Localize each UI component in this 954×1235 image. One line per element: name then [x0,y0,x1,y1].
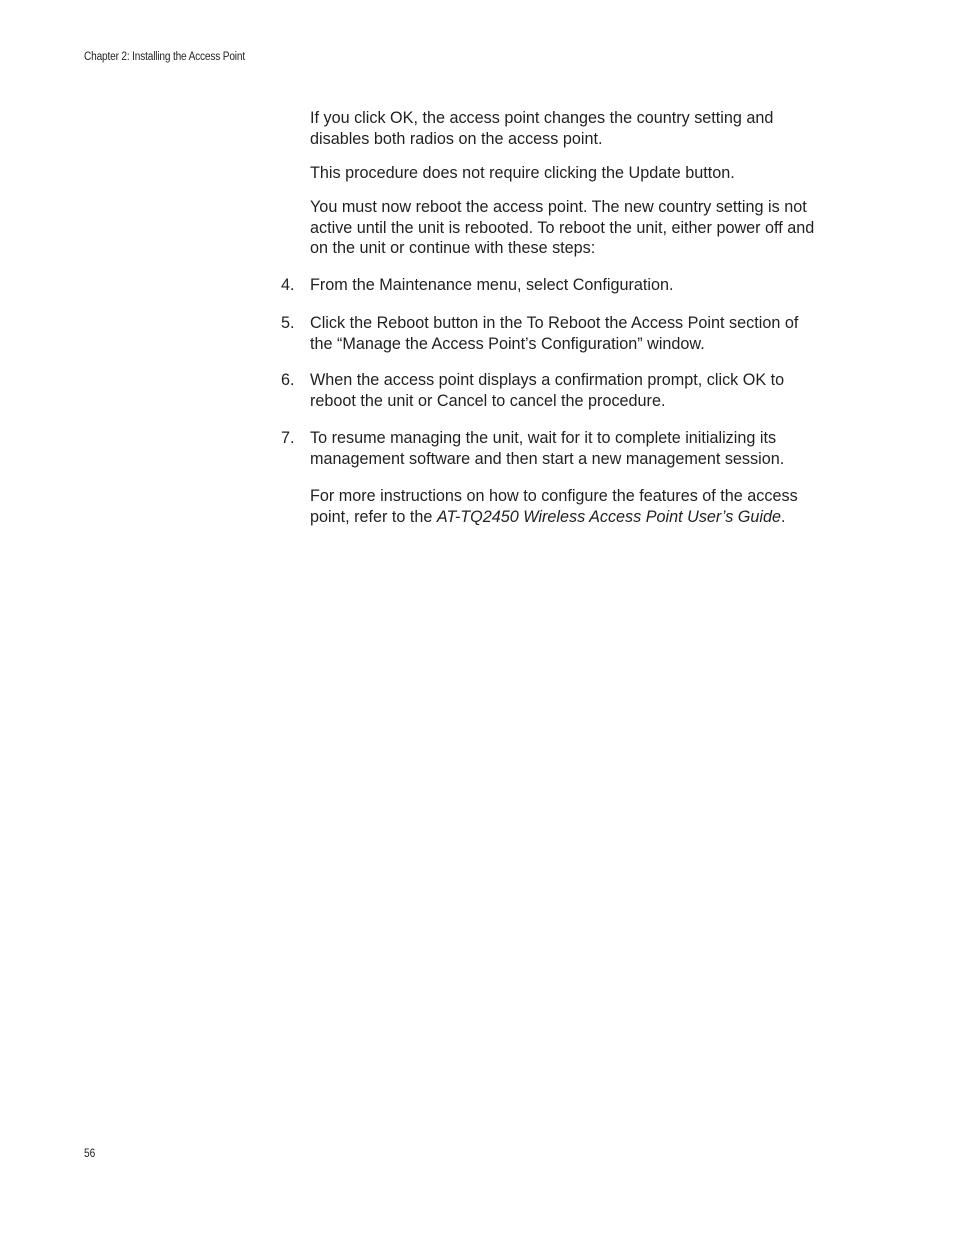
step-6 [281,370,844,411]
paragraph-line: This procedure does not require clicking the Update button. [310,164,735,182]
step-4 [281,275,844,296]
step-text: Click the Reboot button in the To Reboot the Access Point section of [310,314,799,332]
step-number: 7. [281,429,295,447]
paragraph-line: For more instructions on how to configure the features of the access [310,487,798,505]
page-number: 56 [84,1148,96,1160]
paragraph-user-guide-reference [310,486,844,527]
step-text: the “Manage the Access Point’s Configuration” window. [310,334,705,353]
paragraph-reboot-instructions [310,197,844,259]
step-text: From the Maintenance menu, select Configuration. [310,276,674,294]
running-header: Chapter 2: Installing the Access Point [84,51,245,63]
step-number: 5. [281,314,295,332]
step-text: When the access point displays a confirmation prompt, click OK to [310,371,785,389]
paragraph-line: on the unit or continue with these steps: [310,239,596,257]
paragraph-line [310,507,844,528]
step-5 [281,313,844,354]
step-7 [281,428,844,469]
paragraph-line: You must now reboot the access point. The new country setting is not [310,198,807,216]
user-guide-title: AT-TQ2450 Wireless Access Point User’s Guide [436,507,782,526]
paragraph-line: If you click OK, the access point changes the country setting and [310,109,774,127]
step-number: 4. [281,276,295,294]
step-text: management software and then start a new management session. [310,449,785,468]
paragraph-line: disables both radios on the access point. [310,129,603,148]
step-number: 6. [281,371,295,389]
reference-suffix: . [781,507,786,526]
step-text: reboot the unit or Cancel to cancel the procedure. [310,391,666,410]
step-text: To resume managing the unit, wait for it to complete initializing its [310,429,777,447]
paragraph-country-change [310,108,844,149]
reference-prefix: point, refer to the [310,507,437,526]
paragraph-update-note [310,163,844,184]
paragraph-line: active until the unit is rebooted. To reboot the unit, either power off and [310,218,815,237]
